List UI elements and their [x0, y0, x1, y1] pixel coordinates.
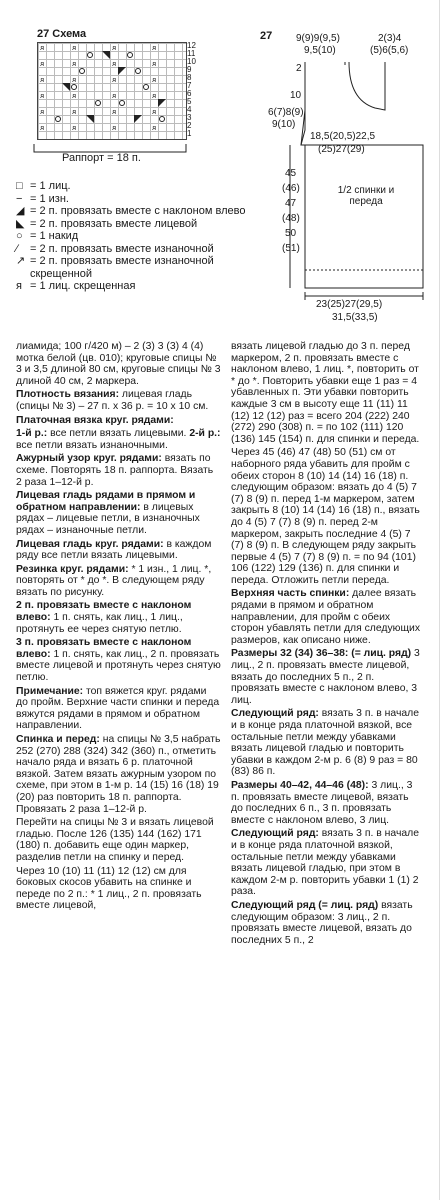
left-label-10: 10 [290, 90, 302, 101]
paragraph: Через 10 (10) 11 (11) 12 (12) см для боковых скосов убавить на спинке и переде по 2 п.: * 1 лиц., 2 п. провязать вместе лицевой, [16, 865, 202, 912]
paragraph: Плотность вязания: лицевая гладь (спицы № 3) – 27 п. х 36 р. = 10 х 10 см. [16, 389, 209, 412]
knitting-chart-grid [37, 42, 187, 140]
schema-title: 27 Схема [37, 28, 87, 40]
row-number: 9 [187, 65, 192, 74]
p2tog-tbl-icon: ↗ [16, 255, 26, 267]
k2tog-icon: ◣ [16, 217, 25, 230]
legend-item: ↗ = 2 п. провязать вместе изнаночной скрещенной [16, 255, 214, 280]
paragraph: Лицевая гладь круг. рядами: в каждом ряду все петли вязать лицевыми. [16, 538, 212, 562]
height-label: 50 [285, 228, 297, 239]
svg-text:ᴙ: ᴙ [72, 76, 77, 84]
svg-text:ᴙ: ᴙ [72, 60, 77, 68]
svg-text:ᴙ: ᴙ [40, 124, 45, 132]
paragraph: Через 45 (46) 47 (48) 50 (51) см от наборного ряда убавить для пройм с обеих сторон 8 (10) 14 (14) 16 (18) п. следующим образом: вязать до 4 (5) 7 (7) 8 (9) п. перед 1-м маркером, затем закрыть 8 (10) 14 (14) 16 (18) п., вязать до 4 (5) 7 (7) 8 (9) п. перед 2-м маркером, закрыть последние 4 (5) 7 (7) 8 (9) п. В следующем ряду закрыть первые 4 (5) 7 (7) 8 (9) п. = по 94 (101) 106 (122) 129 (136) п. для спинки и переда. Отложить петли переда. [231, 447, 420, 586]
legend-item: − = 1 изн. [16, 192, 69, 205]
svg-text:ᴙ: ᴙ [112, 60, 117, 68]
ssk-icon: ◢ [16, 205, 25, 217]
svg-text:ᴙ: ᴙ [152, 76, 157, 84]
height-label: (48) [282, 213, 300, 224]
top-right-label-2: (5)6(5,6) [370, 45, 409, 56]
svg-text:ᴙ: ᴙ [40, 92, 45, 100]
paragraph: вязать лицевой гладью до 3 п. перед маркером, 2 п. провязать вместе с наклоном влево, 1 лиц. *, повторить от * до *. Повторить убавки еще 1 раз = 4 убавленных п. Эти убавки повторить каждые 3 см в высоту еще 11 (11) 11 (12) 12 (12) раз = всего 204 (222) 240 (272) 290 (308) п. = по 102 (111) 120 (136) 145 (154) п. для спинки и переда. [231, 341, 420, 445]
height-label: (51) [282, 243, 300, 254]
svg-text:ᴙ: ᴙ [152, 60, 157, 68]
svg-text:ᴙ: ᴙ [40, 44, 45, 52]
text-column-right [231, 341, 421, 948]
paragraph: Верхняя часть спинки: далее вязать рядами в прямом и обратном направлении, для пройм с обеих сторон убавлять петли для следующих размеров, как описано ниже. [231, 588, 421, 646]
center-label: 1/2 спинки и переда [337, 185, 395, 207]
legend-item: ○ = 1 накид [16, 230, 79, 242]
row-numbers [187, 42, 196, 138]
svg-text:ᴙ: ᴙ [112, 124, 117, 132]
row-number: 3 [187, 113, 192, 122]
row-number: 2 [187, 121, 192, 130]
svg-text:ᴙ: ᴙ [152, 124, 157, 132]
rapport-label: Раппорт = 18 п. [62, 152, 141, 164]
row-number: 7 [187, 81, 192, 90]
top-right-label: 2(3)4 [378, 33, 402, 44]
legend-item: ◢ = 2 п. провязать вместе с наклоном влево [16, 205, 246, 217]
svg-text:ᴙ: ᴙ [40, 76, 45, 84]
paragraph: 2 п. провязать вместе с наклоном влево: 1 п. снять, как лиц., 1 лиц., протянуть ее через снятую петлю. [16, 600, 192, 635]
paragraph: Размеры 40–42, 44–46 (48): 3 лиц., 3 п. провязать вместе лицевой, вязать до последних 6 п., 3 п. провязать вместе с наклоном влево, 3 лиц. [231, 779, 413, 826]
paragraph: 1-й р.: все петли вязать лицевыми. 2-й р.: все петли вязать изнаночными. [16, 428, 221, 451]
paragraph: Платочная вязка круг. рядами: [16, 414, 174, 426]
yarn-over-icon: ○ [16, 230, 23, 242]
paragraph: Следующий ряд (= лиц. ряд) вязать следующим образом: 3 лиц., 2 п. провязать вместе лицевой, вязать до последних 5 п., 2 [231, 899, 413, 946]
paragraph: Ажурный узор круг. рядами: вязать по схеме. Повторять 18 п. раппорта. Вязать 2 раза 1–12-й р. [16, 453, 214, 488]
knit-tbl-icon: ᴙ [16, 280, 22, 292]
svg-text:ᴙ: ᴙ [152, 44, 157, 52]
page-edge [439, 0, 447, 1200]
svg-text:ᴙ: ᴙ [72, 124, 77, 132]
paragraph: Лицевая гладь рядами в прямом и обратном направлении: в лицевых рядах – лицевые петли, в изнаночных рядах – изнаночные петли. [16, 490, 200, 536]
paragraph: 3 п. провязать вместе с наклоном влево: 1 п. снять, как лиц., 2 п. провязать вместе лицевой и протянуть через снятую петлю. [16, 637, 221, 684]
left-label-2: 2 [296, 63, 302, 74]
left-label-678: 6(7)8(9) [268, 107, 304, 118]
row-number: 12 [187, 41, 196, 50]
height-label: 47 [285, 198, 297, 209]
paragraph: Примечание: топ вяжется круг. рядами до пройм. Верхние части спинки и переда вяжутся рядами в прямом и обратном направлении. [16, 685, 220, 732]
row-number: 5 [187, 97, 192, 106]
knit-icon: □ [16, 180, 23, 192]
svg-text:ᴙ: ᴙ [112, 108, 117, 116]
svg-text:ᴙ: ᴙ [152, 92, 157, 100]
svg-text:ᴙ: ᴙ [72, 92, 77, 100]
text-column-left [16, 341, 221, 914]
mid-width-label-2: (25)27(29) [318, 144, 365, 155]
paragraph: Размеры 32 (34) 36–38: (= лиц. ряд) 3 лиц., 2 п. провязать вместе лицевой, вязать до последних 5 п., 2 п. провязать вместе с наклоном влево, 3 лиц. [231, 648, 420, 706]
svg-text:ᴙ: ᴙ [112, 76, 117, 84]
paragraph: Резинка круг. рядами: * 1 изн., 1 лиц. *, повторять от * до *. В следующем ряду вязать по рисунку. [16, 563, 212, 598]
svg-text:ᴙ: ᴙ [72, 44, 77, 52]
svg-text:ᴙ: ᴙ [40, 60, 45, 68]
paragraph: Перейти на спицы № 3 и вязать лицевой гладью. После 126 (135) 144 (162) 171 (180) п. добавить еще один маркер, разделив петли на спинку и перед. [16, 817, 214, 863]
legend-item: ∕ = 2 п. провязать вместе изнаночной [16, 242, 214, 255]
mid-width-label: 18,5(20,5)22,5 [310, 131, 376, 142]
paragraph: Спинка и перед: на спицы № 3,5 набрать 252 (270) 288 (324) 342 (360) п., отметить начало ряда и вязать 6 р. платочной вязкой. Затем вязать ажурным узором по схеме, при этом в 1-м р. 14 (15) 16 (18) 19 (20) раз повторить 18 п. раппорта. Провязать 2 раза 1–12-й р. [16, 734, 221, 815]
row-number: 6 [187, 89, 192, 98]
row-number: 1 [187, 129, 192, 138]
svg-text:ᴙ: ᴙ [40, 108, 45, 116]
row-number: 11 [187, 49, 196, 58]
paragraph: лиамида; 100 г/420 м) – 2 (3) 3 (3) 4 (4) мотка белой (цв. 010); круговые спицы № 3 и 3,5 длиной 80 см, круговые спицы № 3 длиной 40 см, 2 маркера. [16, 341, 221, 387]
p2tog-icon: ∕ [16, 242, 18, 255]
paragraph: Следующий ряд: вязать 3 п. в начале и в конце ряда платочной вязкой, все остальные петли между убавками вязать лицевой гладью и повторить убавки в каждом 2-м р. 6 (8) 9 раз = 80 (83) 86 п. [231, 708, 419, 778]
row-number: 10 [187, 57, 196, 66]
row-number: 8 [187, 73, 192, 82]
bottom-label-2: 31,5(33,5) [332, 312, 378, 323]
chart-symbols [38, 43, 186, 139]
purl-icon: − [16, 192, 23, 205]
paragraph: Следующий ряд: вязать 3 п. в начале и в конце ряда платочной вязкой, остальные петли между убавками вязать лицевой гладью, при этом в каждом 2-м р. повторить убавки 1 (1) 2 раза. [231, 828, 419, 898]
symbol-legend [16, 180, 246, 293]
left-label-910: 9(10) [272, 119, 296, 130]
svg-text:ᴙ: ᴙ [152, 108, 157, 116]
top-left-label-2: 9,5(10) [304, 45, 336, 56]
top-left-label: 9(9)9(9,5) [296, 33, 340, 44]
height-label: (46) [282, 183, 300, 194]
bottom-label: 23(25)27(29,5) [316, 299, 383, 310]
legend-item: ◣ = 2 п. провязать вместе лицевой [16, 217, 198, 230]
svg-text:ᴙ: ᴙ [72, 108, 77, 116]
legend-item: □ = 1 лиц. [16, 180, 71, 192]
svg-text:ᴙ: ᴙ [112, 92, 117, 100]
svg-text:ᴙ: ᴙ [112, 44, 117, 52]
diagram-number: 27 [260, 30, 273, 42]
row-number: 4 [187, 105, 192, 114]
legend-item: ᴙ = 1 лиц. скрещенная [16, 280, 136, 292]
garment-schematic [245, 30, 430, 330]
height-label: 45 [285, 168, 297, 179]
